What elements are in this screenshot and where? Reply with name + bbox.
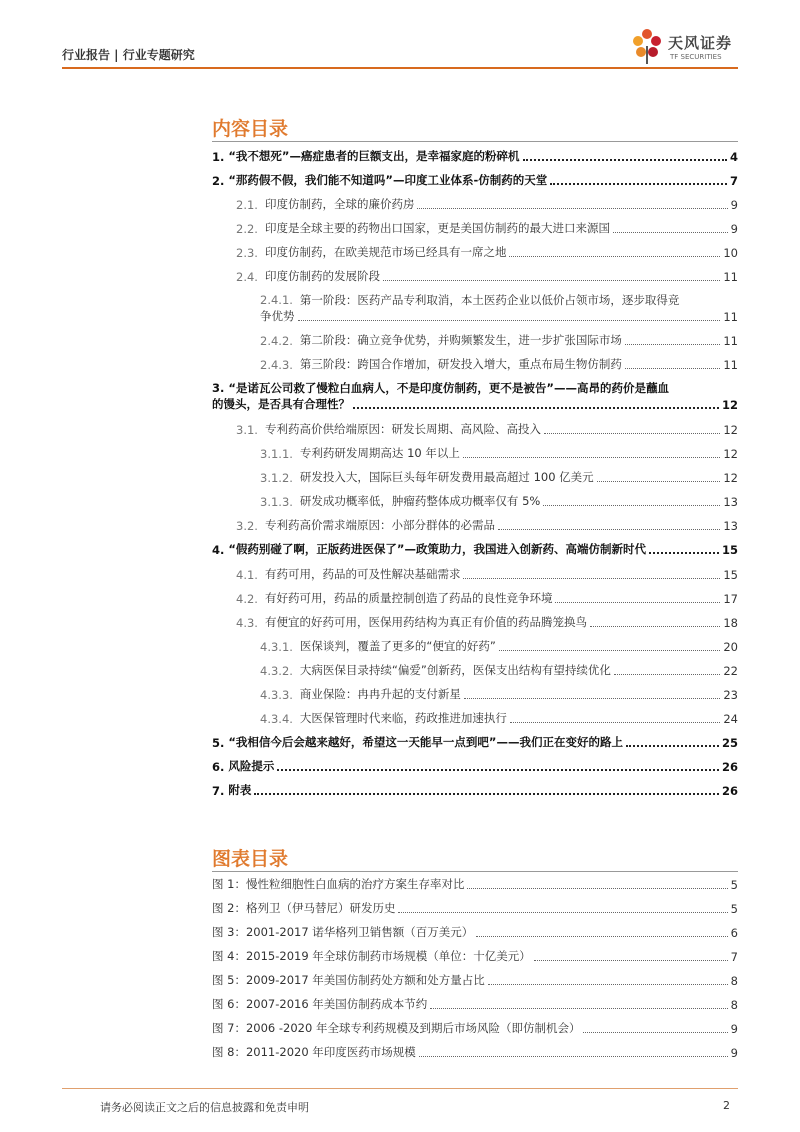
figures-title-rule bbox=[212, 871, 738, 872]
toc-entry-3-1[interactable]: 3.1. 专利药高价供给端原因：研发长周期、高风险、高投入 12 bbox=[236, 422, 738, 437]
figure-entry-6[interactable]: 图 6：2007-2016 年美国仿制药成本节约 8 bbox=[212, 997, 738, 1012]
toc-entry-3-1-2[interactable]: 3.1.2. 研发投入大，国际巨头每年研发费用最高超过 100 亿美元 12 bbox=[260, 470, 738, 485]
figure-entry-8[interactable]: 图 8：2011-2020 年印度医药市场规模 9 bbox=[212, 1045, 738, 1060]
toc-entry-2-4-3[interactable]: 2.4.3. 第三阶段：跨国合作增加，研发投入增大，重点布局生物仿制药 11 bbox=[260, 357, 738, 372]
toc-entry-4-1[interactable]: 4.1. 有药可用，药品的可及性解决基础需求 15 bbox=[236, 567, 738, 582]
page-number: 2 bbox=[723, 1099, 730, 1112]
toc-entry-2-1[interactable]: 2.1. 印度仿制药，全球的廉价药房 9 bbox=[236, 197, 738, 212]
toc-entry-2-4-1-line1[interactable]: 2.4.1. 第一阶段：医药产品专利取消，本土医药企业以低价占领市场，逐步取得竞 bbox=[260, 293, 680, 307]
toc-entry-2-2[interactable]: 2.2. 印度是全球主要的药物出口国家，更是美国仿制药的最大进口来源国 9 bbox=[236, 221, 738, 236]
toc-entry-2-3[interactable]: 2.3. 印度仿制药，在欧美规范市场已经具有一席之地 10 bbox=[236, 245, 738, 260]
toc-entry-4-3-1[interactable]: 4.3.1. 医保谈判，覆盖了更多的“便宜的好药” 20 bbox=[260, 639, 738, 654]
footer-divider bbox=[62, 1088, 738, 1089]
toc-entry-3-1-3[interactable]: 3.1.3. 研发成功概率低，肿瘤药整体成功概率仅有 5% 13 bbox=[260, 494, 738, 509]
toc-entry-4-3-3[interactable]: 4.3.3. 商业保险：冉冉升起的支付新星 23 bbox=[260, 687, 738, 702]
toc-entry-3[interactable]: 的馒头，是否具有合理性？ 12 bbox=[212, 397, 738, 412]
header-divider bbox=[62, 67, 738, 69]
toc-entry-4-2[interactable]: 4.2. 有好药可用，药品的质量控制创造了药品的良性竞争环境 17 bbox=[236, 591, 738, 606]
toc-entry-5[interactable]: 5. “我相信今后会越来越好，希望这一天能早一点到吧”——我们正在变好的路上 25 bbox=[212, 735, 738, 750]
toc-entry-3-1-1[interactable]: 3.1.1. 专利药研发周期高达 10 年以上 12 bbox=[260, 446, 738, 461]
logo-name-en: TF SECURITIES bbox=[670, 53, 722, 61]
figure-entry-1[interactable]: 图 1：慢性粒细胞性白血病的治疗方案生存率对比 5 bbox=[212, 877, 738, 892]
toc-entry-4-3[interactable]: 4.3. 有便宜的好药可用，医保用药结构为真正有价值的药品腾笼换鸟 18 bbox=[236, 615, 738, 630]
toc-entry-1[interactable]: 1. “我不想死”—癌症患者的巨额支出，是幸福家庭的粉碎机 4 bbox=[212, 149, 738, 164]
toc-title-rule bbox=[212, 141, 738, 142]
logo-name-cn: 天风证券 bbox=[668, 34, 733, 52]
toc-entry-4[interactable]: 4. “假药别碰了啊，正版药进医保了”—政策助力，我国进入创新药、高端仿制新时代 15 bbox=[212, 542, 738, 557]
report-category: 行业报告 | 行业专题研究 bbox=[62, 48, 195, 62]
company-logo bbox=[628, 26, 740, 66]
toc-entry-3-line1[interactable]: 3. “是诺瓦公司救了慢粒白血病人，不是印度仿制药，更不是被告”——高昂的药价是蘸血 bbox=[212, 381, 669, 395]
figure-entry-5[interactable]: 图 5：2009-2017 年美国仿制药处方额和处方量占比 8 bbox=[212, 973, 738, 988]
footer-disclaimer: 请务必阅读正文之后的信息披露和免责申明 bbox=[100, 1101, 309, 1114]
toc-entry-2[interactable]: 2. “那药假不假，我们能不知道吗”—印度工业体系-仿制药的天堂 7 bbox=[212, 173, 738, 188]
toc-entry-2-4-2[interactable]: 2.4.2. 第二阶段：确立竞争优势，并购频繁发生，进一步扩张国际市场 11 bbox=[260, 333, 738, 348]
logo-flower-icon bbox=[628, 26, 666, 66]
toc-entry-6[interactable]: 6. 风险提示 26 bbox=[212, 759, 738, 774]
toc-entry-2-4-1[interactable]: 争优势 11 bbox=[260, 309, 738, 324]
figure-entry-7[interactable]: 图 7：2006 -2020 年全球专利药规模及到期后市场风险（即仿制机会） 9 bbox=[212, 1021, 738, 1036]
figure-entry-4[interactable]: 图 4：2015-2019 年全球仿制药市场规模（单位：十亿美元） 7 bbox=[212, 949, 738, 964]
toc-entry-4-3-4[interactable]: 4.3.4. 大医保管理时代来临，药政推进加速执行 24 bbox=[260, 711, 738, 726]
figure-entry-3[interactable]: 图 3：2001-2017 诺华格列卫销售额（百万美元） 6 bbox=[212, 925, 738, 940]
toc-entry-2-4[interactable]: 2.4. 印度仿制药的发展阶段 11 bbox=[236, 269, 738, 284]
figures-title: 图表目录 bbox=[212, 848, 289, 870]
toc-entry-4-3-2[interactable]: 4.3.2. 大病医保目录持续“偏爱”创新药，医保支出结构有望持续优化 22 bbox=[260, 663, 738, 678]
toc-title: 内容目录 bbox=[212, 118, 289, 140]
toc-entry-3-2[interactable]: 3.2. 专利药高价需求端原因：小部分群体的必需品 13 bbox=[236, 518, 738, 533]
figure-entry-2[interactable]: 图 2：格列卫（伊马替尼）研发历史 5 bbox=[212, 901, 738, 916]
toc-entry-7[interactable]: 7. 附表 26 bbox=[212, 783, 738, 798]
